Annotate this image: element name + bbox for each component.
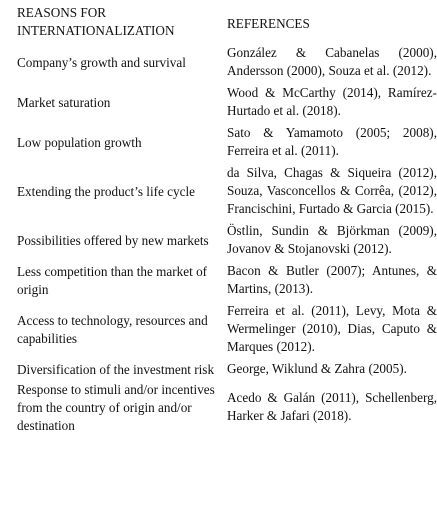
reason-cell: Extending the product’s life cycle bbox=[17, 184, 195, 199]
references-cell: Wood & McCarthy (2014), Ramírez-Hurtado et al. (2018). bbox=[227, 85, 437, 118]
reason-cell: Less competition than the market of origin bbox=[17, 264, 208, 297]
header-reasons: REASONS FOR INTERNATIONALIZATION bbox=[17, 5, 175, 38]
references-cell: Ferreira et al. (2011), Levy, Mota & Wermelinger (2010), Dias, Caputo & Marques (2012). bbox=[227, 303, 437, 354]
references-cell: George, Wiklund & Zahra (2005). bbox=[227, 361, 407, 376]
table-row bbox=[0, 301, 437, 359]
table-row bbox=[0, 221, 437, 261]
table-row bbox=[0, 381, 437, 435]
references-cell: González & Cabanelas (2000), Andersson (2000), Souza et al. (2012). bbox=[227, 45, 437, 78]
reason-cell: Market saturation bbox=[17, 95, 111, 110]
references-cell: da Silva, Chagas & Siqueira (2012), Souza, Vasconcellos & Corrêa, (2012), Francischini, Furtado & Garcia (2015). bbox=[227, 165, 437, 216]
reason-cell: Access to technology, resources and capabilities bbox=[17, 313, 208, 346]
reason-cell: Possibilities offered by new markets bbox=[17, 233, 209, 248]
table-header-row bbox=[0, 4, 437, 43]
reason-cell: Diversification of the investment risk bbox=[17, 362, 215, 377]
header-references: REFERENCES bbox=[227, 16, 310, 31]
references-cell: Sato & Yamamoto (2005; 2008), Ferreira et al. (2011). bbox=[227, 125, 437, 158]
reason-cell: Company’s growth and survival bbox=[17, 55, 186, 70]
internationalization-table bbox=[0, 4, 437, 435]
references-cell: Östlin, Sundin & Björkman (2009), Jovanov & Stojanovski (2012). bbox=[227, 223, 437, 256]
table-row bbox=[0, 83, 437, 123]
table-row bbox=[0, 359, 437, 381]
references-cell: Bacon & Butler (2007); Antunes, & Martins, (2013). bbox=[227, 263, 437, 296]
table-row bbox=[0, 43, 437, 83]
reason-cell: Low population growth bbox=[17, 135, 142, 150]
table-row bbox=[0, 163, 437, 221]
reason-cell: Response to stimuli and/or incentives from the country of origin and/or destination bbox=[17, 382, 215, 433]
references-cell: Acedo & Galán (2011), Schellenberg, Harker & Jafari (2018). bbox=[227, 390, 437, 423]
table-row bbox=[0, 123, 437, 163]
table-row bbox=[0, 261, 437, 301]
